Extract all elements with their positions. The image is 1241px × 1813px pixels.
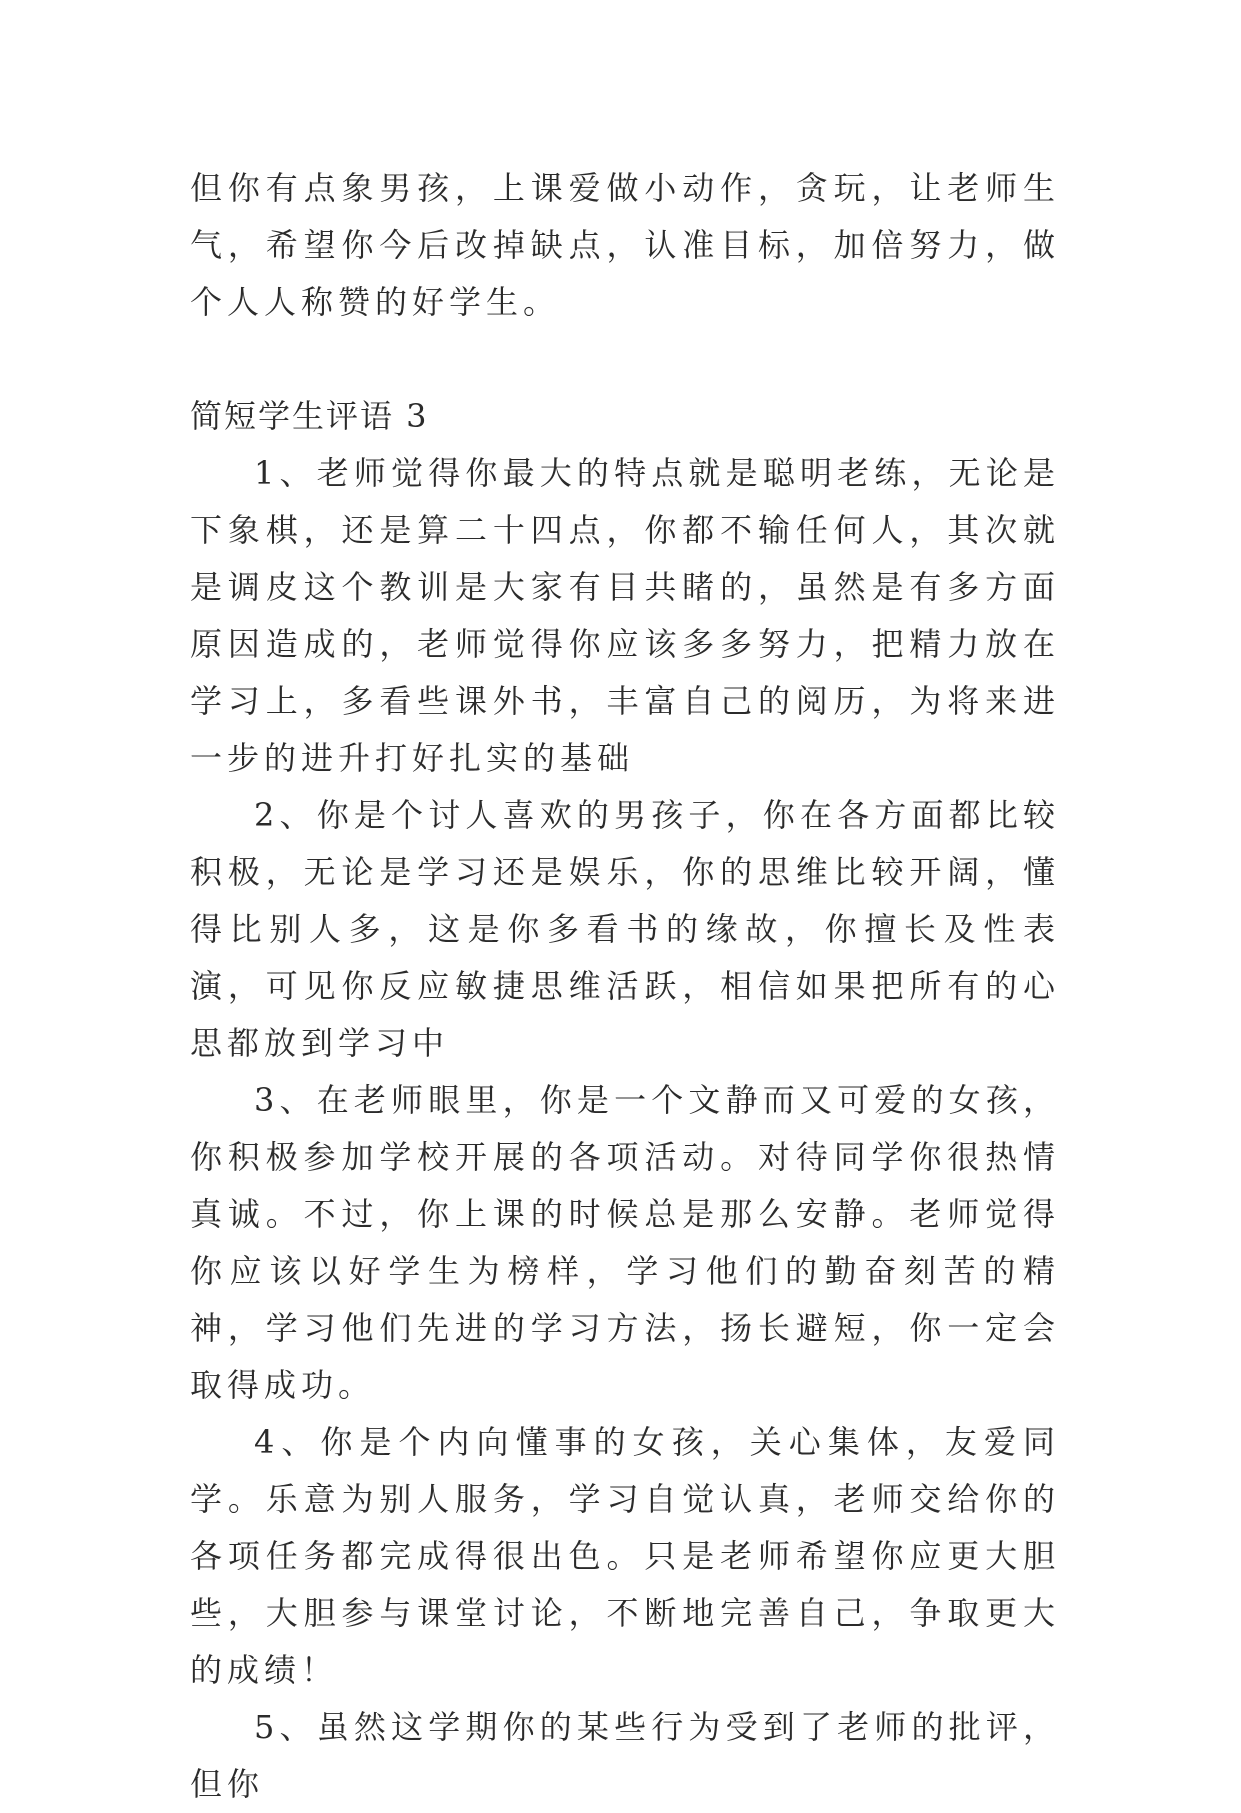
comment-item-3: 3、在老师眼里，你是一个文静而又可爱的女孩，你积极参加学校开展的各项活动。对待同学你很热情真诚。不过，你上课的时候总是那么安静。老师觉得你应该以好学生为榜样，学习他们的勤奋刻苦的精神，学习他们先进的学习方法，扬长避短，你一定会取得成功。 [190, 1081, 1060, 1404]
intro-paragraph: 但你有点象男孩，上课爱做小动作，贪玩，让老师生气，希望你今后改掉缺点，认准目标，加倍努力，做个人人称赞的好学生。 [190, 169, 1060, 321]
comment-item-5: 5、虽然这学期你的某些行为受到了老师的批评，但你 [190, 1708, 1060, 1803]
section-title: 简短学生评语 3 [190, 397, 429, 435]
comment-item-1: 1、老师觉得你最大的特点就是聪明老练，无论是下象棋，还是算二十四点，你都不输任何人，其次就是调皮这个教训是大家有目共睹的，虽然是有多方面原因造成的，老师觉得你应该多多努力，把精力放在学习上，多看些课外书，丰富自己的阅历，为将来进一步的进升打好扎实的基础 [190, 454, 1060, 777]
comment-item-4: 4、你是个内向懂事的女孩，关心集体，友爱同学。乐意为别人服务，学习自觉认真，老师交给你的各项任务都完成得很出色。只是老师希望你应更大胆些，大胆参与课堂讨论，不断地完善自己，争取更大的成绩！ [190, 1423, 1060, 1689]
comment-item-2: 2、你是个讨人喜欢的男孩子，你在各方面都比较积极，无论是学习还是娱乐，你的思维比较开阔，懂得比别人多，这是你多看书的缘故，你擅长及性表演，可见你反应敏捷思维活跃，相信如果把所有的心思都放到学习中 [190, 796, 1060, 1062]
document-body [190, 160, 1060, 1813]
